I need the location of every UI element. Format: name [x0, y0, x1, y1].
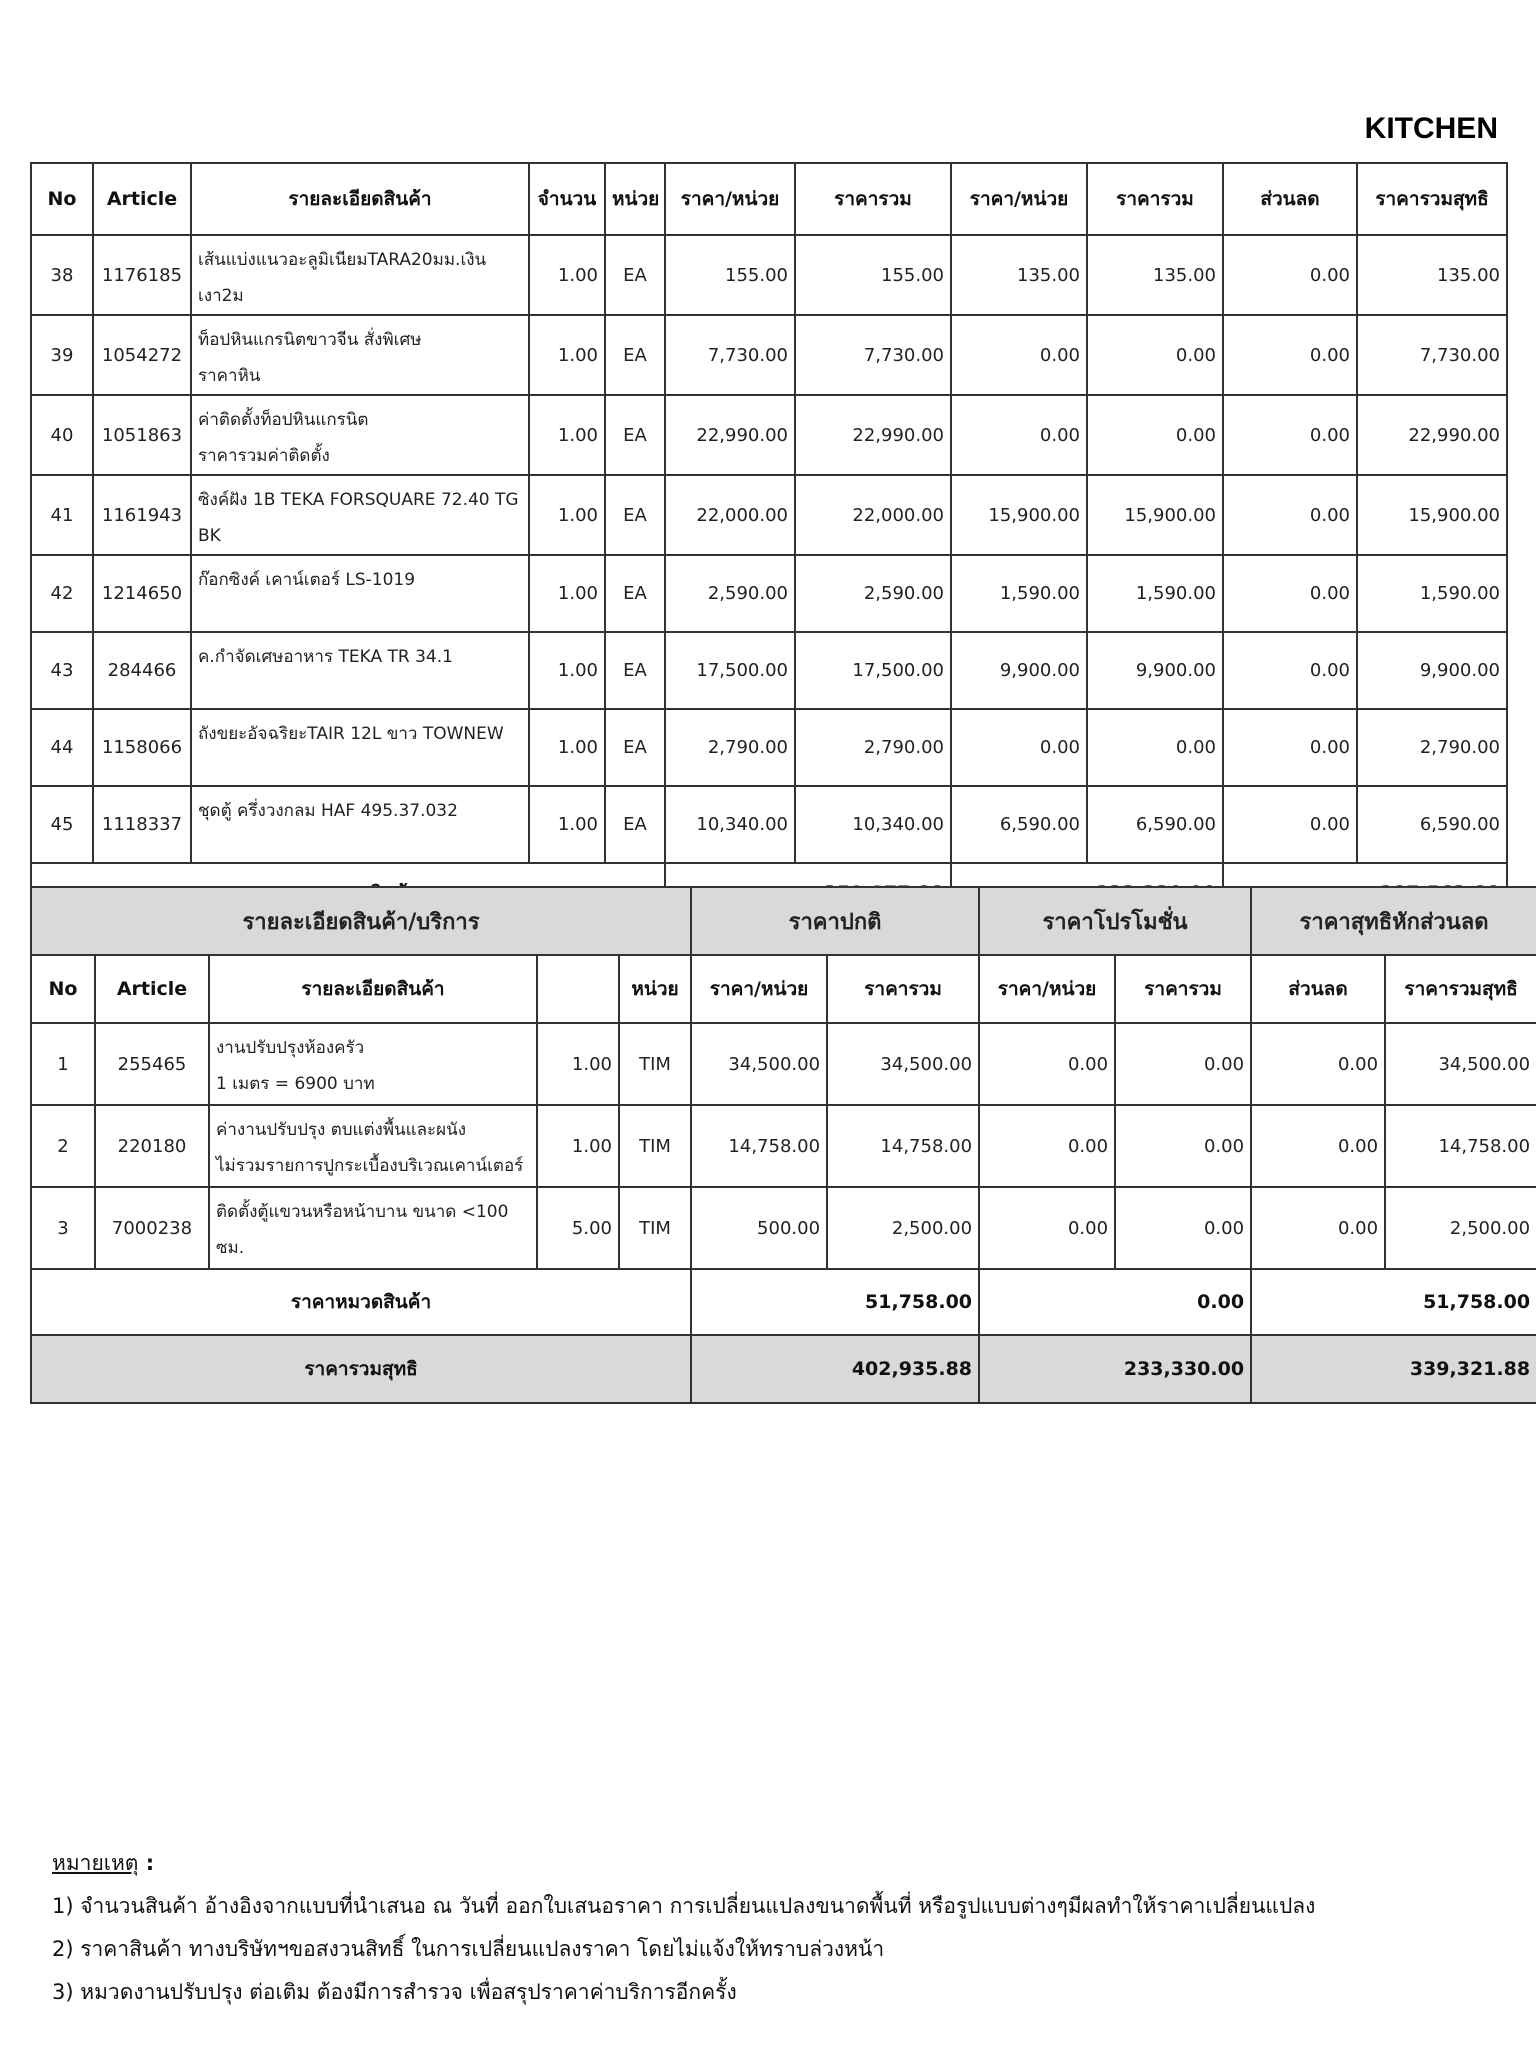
band-normal-price-header: ราคาปกติ — [691, 887, 979, 955]
table-row — [31, 475, 1507, 555]
item-discount: 0.00 — [1251, 1187, 1385, 1269]
item-unit-price: 500.00 — [691, 1187, 827, 1269]
item-promo-unit-price: 0.00 — [951, 709, 1087, 786]
item-no: 40 — [31, 395, 93, 475]
item-description-line2: ไม่รวมรายการปูกระเบื้องบริเวณเคาน์เตอร์ — [216, 1156, 524, 1176]
item-no: 43 — [31, 632, 93, 709]
band-net-price-header: ราคาสุทธิหักส่วนลด — [1251, 887, 1536, 955]
service-table — [30, 886, 1536, 1404]
item-promo-unit-price: 0.00 — [979, 1023, 1115, 1105]
item-unit-price: 14,758.00 — [691, 1105, 827, 1187]
notes-section — [52, 1842, 1315, 2014]
band-desc-header: รายละเอียดสินค้า/บริการ — [31, 887, 691, 955]
item-unit: EA — [605, 786, 665, 863]
item-description-line1: ซิงค์ฝัง 1B TEKA FORSQUARE 72.40 TG BK — [198, 490, 519, 546]
column-header: ราคา/หน่วย — [691, 955, 827, 1023]
column-header: ราคารวมสุทธิ — [1385, 955, 1536, 1023]
item-promo-unit-price: 135.00 — [951, 235, 1087, 315]
notes-heading-colon: : — [138, 1851, 155, 1875]
item-description-line1: เส้นแบ่งแนวอะลูมิเนียมTARA20มม.เงินเงา2ม — [198, 250, 487, 306]
item-unit: TIM — [619, 1105, 691, 1187]
item-unit-price: 155.00 — [665, 235, 795, 315]
item-description — [191, 315, 529, 395]
item-description — [209, 1023, 537, 1105]
item-description-line1: ก๊อกซิงค์ เคาน์เตอร์ LS-1019 — [198, 570, 416, 590]
item-qty: 1.00 — [529, 709, 605, 786]
item-total: 17,500.00 — [795, 632, 951, 709]
band-header-row — [31, 887, 1536, 955]
table-row — [31, 555, 1507, 632]
item-promo-total: 0.00 — [1115, 1105, 1251, 1187]
item-net-total: 135.00 — [1357, 235, 1507, 315]
item-net-total: 34,500.00 — [1385, 1023, 1536, 1105]
item-promo-unit-price: 15,900.00 — [951, 475, 1087, 555]
item-no: 2 — [31, 1105, 95, 1187]
item-unit-price: 17,500.00 — [665, 632, 795, 709]
note-item: 2) ราคาสินค้า ทางบริษัทฯขอสงวนสิทธิ์ ในการเปลี่ยนแปลงราคา โดยไม่แจ้งให้ทราบล่วงหน้า — [52, 1937, 885, 1961]
item-unit: EA — [605, 709, 665, 786]
item-unit: EA — [605, 315, 665, 395]
item-description — [191, 709, 529, 786]
item-description — [191, 475, 529, 555]
item-article: 1161943 — [93, 475, 191, 555]
item-promo-unit-price: 9,900.00 — [951, 632, 1087, 709]
table-row — [31, 1105, 1536, 1187]
item-no: 42 — [31, 555, 93, 632]
column-header: ราคารวม — [795, 163, 951, 235]
item-description — [209, 1105, 537, 1187]
item-article: 1118337 — [93, 786, 191, 863]
item-description-line1: ค.กำจัดเศษอาหาร TEKA TR 34.1 — [198, 647, 453, 667]
item-description-line1: ติดตั้งตู้แขวนหรือหน้าบาน ขนาด <100 ซม. — [216, 1202, 509, 1258]
column-header: ส่วนลด — [1251, 955, 1385, 1023]
item-net-total: 7,730.00 — [1357, 315, 1507, 395]
notes-heading-text: หมายเหตุ — [52, 1851, 139, 1875]
grand-total-net: 339,321.88 — [1251, 1335, 1536, 1403]
subtotal-label: ราคาหมวดสินค้า — [31, 1269, 691, 1335]
item-promo-total: 9,900.00 — [1087, 632, 1223, 709]
table-row — [31, 315, 1507, 395]
item-unit: EA — [605, 475, 665, 555]
column-header: รายละเอียดสินค้า — [191, 163, 529, 235]
subtotal-normal: 51,758.00 — [691, 1269, 979, 1335]
table-row — [31, 1023, 1536, 1105]
item-promo-total: 0.00 — [1087, 709, 1223, 786]
item-description-line1: ค่าติดตั้งท็อปหินแกรนิต — [198, 410, 369, 430]
item-qty: 1.00 — [537, 1105, 619, 1187]
item-total: 2,590.00 — [795, 555, 951, 632]
item-description — [191, 395, 529, 475]
column-header: ราคารวม — [827, 955, 979, 1023]
item-qty: 1.00 — [537, 1023, 619, 1105]
item-discount: 0.00 — [1223, 235, 1357, 315]
column-header: ราคารวม — [1115, 955, 1251, 1023]
table-row — [31, 235, 1507, 315]
column-header: No — [31, 163, 93, 235]
item-no: 44 — [31, 709, 93, 786]
note-item: 1) จำนวนสินค้า อ้างอิงจากแบบที่นำเสนอ ณ วันที่ ออกใบเสนอราคา การเปลี่ยนแปลงขนาดพื้นที่ หรือรูปแบบต่างๆมีผลทำให้ราคาเปลี่ยนแปลง — [52, 1894, 1316, 1918]
item-discount: 0.00 — [1223, 709, 1357, 786]
item-qty: 1.00 — [529, 235, 605, 315]
item-description — [191, 235, 529, 315]
item-net-total: 9,900.00 — [1357, 632, 1507, 709]
item-description — [191, 786, 529, 863]
item-no: 1 — [31, 1023, 95, 1105]
item-net-total: 15,900.00 — [1357, 475, 1507, 555]
column-header: Article — [95, 955, 209, 1023]
item-article: 1214650 — [93, 555, 191, 632]
item-total: 155.00 — [795, 235, 951, 315]
column-header — [537, 955, 619, 1023]
item-article: 1176185 — [93, 235, 191, 315]
item-article: 255465 — [95, 1023, 209, 1105]
column-header: รายละเอียดสินค้า — [209, 955, 537, 1023]
item-total: 22,990.00 — [795, 395, 951, 475]
item-article: 1051863 — [93, 395, 191, 475]
item-discount: 0.00 — [1223, 786, 1357, 863]
item-promo-total: 0.00 — [1087, 395, 1223, 475]
item-promo-total: 0.00 — [1115, 1187, 1251, 1269]
item-total: 2,500.00 — [827, 1187, 979, 1269]
item-no: 3 — [31, 1187, 95, 1269]
item-qty: 5.00 — [537, 1187, 619, 1269]
item-discount: 0.00 — [1223, 555, 1357, 632]
item-qty: 1.00 — [529, 555, 605, 632]
header-row — [31, 955, 1536, 1023]
note-item: 3) หมวดงานปรับปรุง ต่อเติม ต้องมีการสำรวจ เพื่อสรุปราคาค่าบริการอีกครั้ง — [52, 1980, 737, 2004]
page-title: KITCHEN — [1364, 112, 1498, 145]
item-net-total: 1,590.00 — [1357, 555, 1507, 632]
item-unit: TIM — [619, 1023, 691, 1105]
item-unit-price: 10,340.00 — [665, 786, 795, 863]
column-header: หน่วย — [619, 955, 691, 1023]
item-total: 14,758.00 — [827, 1105, 979, 1187]
column-header: ราคา/หน่วย — [665, 163, 795, 235]
item-article: 1054272 — [93, 315, 191, 395]
header-row — [31, 163, 1507, 235]
table-row — [31, 1187, 1536, 1269]
column-header: จำนวน — [529, 163, 605, 235]
item-unit: EA — [605, 395, 665, 475]
item-promo-unit-price: 0.00 — [979, 1105, 1115, 1187]
item-description — [191, 632, 529, 709]
item-unit-price: 22,000.00 — [665, 475, 795, 555]
item-total: 34,500.00 — [827, 1023, 979, 1105]
column-header: หน่วย — [605, 163, 665, 235]
item-no: 41 — [31, 475, 93, 555]
item-unit: TIM — [619, 1187, 691, 1269]
item-description-line2: ราคารวมค่าติดตั้ง — [198, 446, 330, 466]
subtotal-net: 51,758.00 — [1251, 1269, 1536, 1335]
item-promo-unit-price: 0.00 — [951, 395, 1087, 475]
column-header: ราคารวมสุทธิ — [1357, 163, 1507, 235]
item-no: 39 — [31, 315, 93, 395]
item-unit-price: 2,590.00 — [665, 555, 795, 632]
item-description-line1: ท็อปหินแกรนิตขาวจีน สั่งพิเศษ — [198, 330, 422, 350]
item-total: 2,790.00 — [795, 709, 951, 786]
item-net-total: 14,758.00 — [1385, 1105, 1536, 1187]
item-article: 1158066 — [93, 709, 191, 786]
item-unit-price: 2,790.00 — [665, 709, 795, 786]
item-promo-unit-price: 6,590.00 — [951, 786, 1087, 863]
item-description-line1: ค่างานปรับปรุง ตบแต่งพื้นและผนัง — [216, 1120, 467, 1140]
item-discount: 0.00 — [1251, 1023, 1385, 1105]
item-qty: 1.00 — [529, 632, 605, 709]
item-article: 7000238 — [95, 1187, 209, 1269]
item-net-total: 2,790.00 — [1357, 709, 1507, 786]
item-promo-total: 135.00 — [1087, 235, 1223, 315]
table-row — [31, 632, 1507, 709]
item-unit: EA — [605, 632, 665, 709]
column-header: ส่วนลด — [1223, 163, 1357, 235]
grand-total-row — [31, 1335, 1536, 1403]
item-discount: 0.00 — [1223, 315, 1357, 395]
item-discount: 0.00 — [1223, 475, 1357, 555]
column-header: No — [31, 955, 95, 1023]
column-header: Article — [93, 163, 191, 235]
item-unit: EA — [605, 235, 665, 315]
grand-total-promo: 233,330.00 — [979, 1335, 1251, 1403]
item-description-line1: ชุดตู้ ครึ่งวงกลม HAF 495.37.032 — [198, 801, 458, 821]
item-promo-total: 1,590.00 — [1087, 555, 1223, 632]
item-promo-total: 0.00 — [1115, 1023, 1251, 1105]
item-discount: 0.00 — [1251, 1105, 1385, 1187]
category-subtotal-row — [31, 1269, 1536, 1335]
item-description — [209, 1187, 537, 1269]
item-promo-unit-price: 0.00 — [979, 1187, 1115, 1269]
table-row — [31, 709, 1507, 786]
item-promo-total: 0.00 — [1087, 315, 1223, 395]
item-total: 22,000.00 — [795, 475, 951, 555]
column-header: ราคา/หน่วย — [951, 163, 1087, 235]
item-net-total: 6,590.00 — [1357, 786, 1507, 863]
table-row — [31, 395, 1507, 475]
item-qty: 1.00 — [529, 786, 605, 863]
item-qty: 1.00 — [529, 315, 605, 395]
item-no: 45 — [31, 786, 93, 863]
item-no: 38 — [31, 235, 93, 315]
item-discount: 0.00 — [1223, 395, 1357, 475]
notes-heading — [52, 1842, 1315, 1885]
item-unit-price: 22,990.00 — [665, 395, 795, 475]
item-description-line2: ราคาหิน — [198, 366, 261, 386]
item-unit-price: 7,730.00 — [665, 315, 795, 395]
item-unit-price: 34,500.00 — [691, 1023, 827, 1105]
item-net-total: 22,990.00 — [1357, 395, 1507, 475]
item-total: 7,730.00 — [795, 315, 951, 395]
product-table — [30, 162, 1508, 924]
item-total: 10,340.00 — [795, 786, 951, 863]
item-description-line1: ถังขยะอัจฉริยะTAIR 12L ขาว TOWNEW — [198, 724, 504, 744]
item-qty: 1.00 — [529, 475, 605, 555]
column-header: ราคา/หน่วย — [979, 955, 1115, 1023]
item-description-line1: งานปรับปรุงห้องครัว — [216, 1038, 365, 1058]
grand-total-label: ราคารวมสุทธิ — [31, 1335, 691, 1403]
column-header: ราคารวม — [1087, 163, 1223, 235]
item-description — [191, 555, 529, 632]
item-article: 220180 — [95, 1105, 209, 1187]
item-unit: EA — [605, 555, 665, 632]
item-promo-total: 15,900.00 — [1087, 475, 1223, 555]
grand-total-normal: 402,935.88 — [691, 1335, 979, 1403]
item-article: 284466 — [93, 632, 191, 709]
subtotal-promo: 0.00 — [979, 1269, 1251, 1335]
item-promo-total: 6,590.00 — [1087, 786, 1223, 863]
item-promo-unit-price: 0.00 — [951, 315, 1087, 395]
band-promo-price-header: ราคาโปรโมชั่น — [979, 887, 1251, 955]
item-qty: 1.00 — [529, 395, 605, 475]
item-description-line2: 1 เมตร = 6900 บาท — [216, 1074, 375, 1094]
item-promo-unit-price: 1,590.00 — [951, 555, 1087, 632]
item-net-total: 2,500.00 — [1385, 1187, 1536, 1269]
item-discount: 0.00 — [1223, 632, 1357, 709]
table-row — [31, 786, 1507, 863]
